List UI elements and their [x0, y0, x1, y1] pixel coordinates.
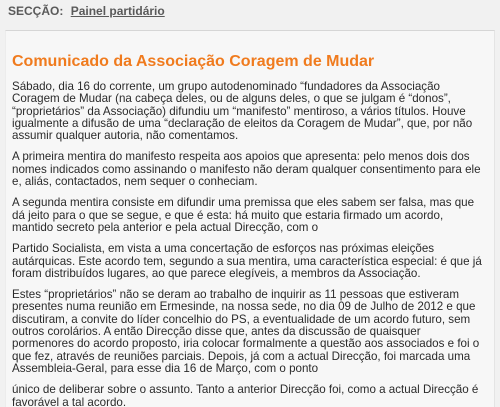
article-title: Comunicado da Associação Coragem de Mudar — [12, 53, 375, 70]
article-panel — [5, 30, 495, 407]
section-header — [0, 0, 500, 30]
article-paragraph: A segunda mentira consiste em difundir uma premissa que eles sabem ser falsa, mas que dá jeito para o que se segue, e que é esta: há muito que estaria firmado um acordo, mantido secreto pela anterior e pela actual Direcção, com o — [12, 196, 475, 234]
section-link-painel-partidario[interactable]: Painel partidário — [70, 4, 165, 18]
article-paragraph: Sábado, dia 16 do corrente, um grupo autodenominado “fundadores da Associação Coragem de Mudar (na cabeça deles, ou de alguns deles, o que se julgam é “donos”, “proprietários” da Associação) difundiu um “manifesto” mentiroso, a vários títulos. Houve igualmente a difusão de uma “declaração de eleitos da Coragem de Mudar”, que, por não assumir qualquer autoria, não comentamos. — [12, 80, 473, 143]
article-paragraph: único de deliberar sobre o assunto. Tanto a anterior Direcção foi, como a actual Direcção é favorável a tal acordo. — [12, 383, 479, 407]
article-paragraph: A primeira mentira do manifesto respeita aos apoios que apresenta: pelo menos dois dos nomes indicados como assinando o manifesto não deram qualquer consentimento para ele e, aliás, contactados, nem sequer o conheciam. — [12, 150, 481, 189]
article-paragraph: Partido Socialista, em vista a uma concertação de esforços nas próximas eleições autárquicas. Este acordo tem, segundo a sua mentira, uma característica especial: é que já foram distribuídos lugares, ao que parece elegíveis, a membros da Associação. — [12, 242, 482, 280]
article-paragraph: Estes “proprietários” não se deram ao trabalho de inquirir as 11 pessoas que estiveram presentes numa reunião em Ermesinde, na nossa sede, no dia 09 de Julho de 2012 e que discutiram, a convite do líder concelhio do PS, a eventualidade de um acordo futuro, sem outros corolários. A então Direcção disse que, antes da discussão de quaisquer pormenores do acordo proposto, iria colocar formalmente a questão aos associados e foi o que fez, através de reuniões parciais. Depois, já com a actual Direcção, foi marcada uma Assembleia-Geral, para esse dia 16 de Março, com o ponto — [12, 288, 480, 375]
section-label: SECÇÃO: — [8, 4, 64, 18]
